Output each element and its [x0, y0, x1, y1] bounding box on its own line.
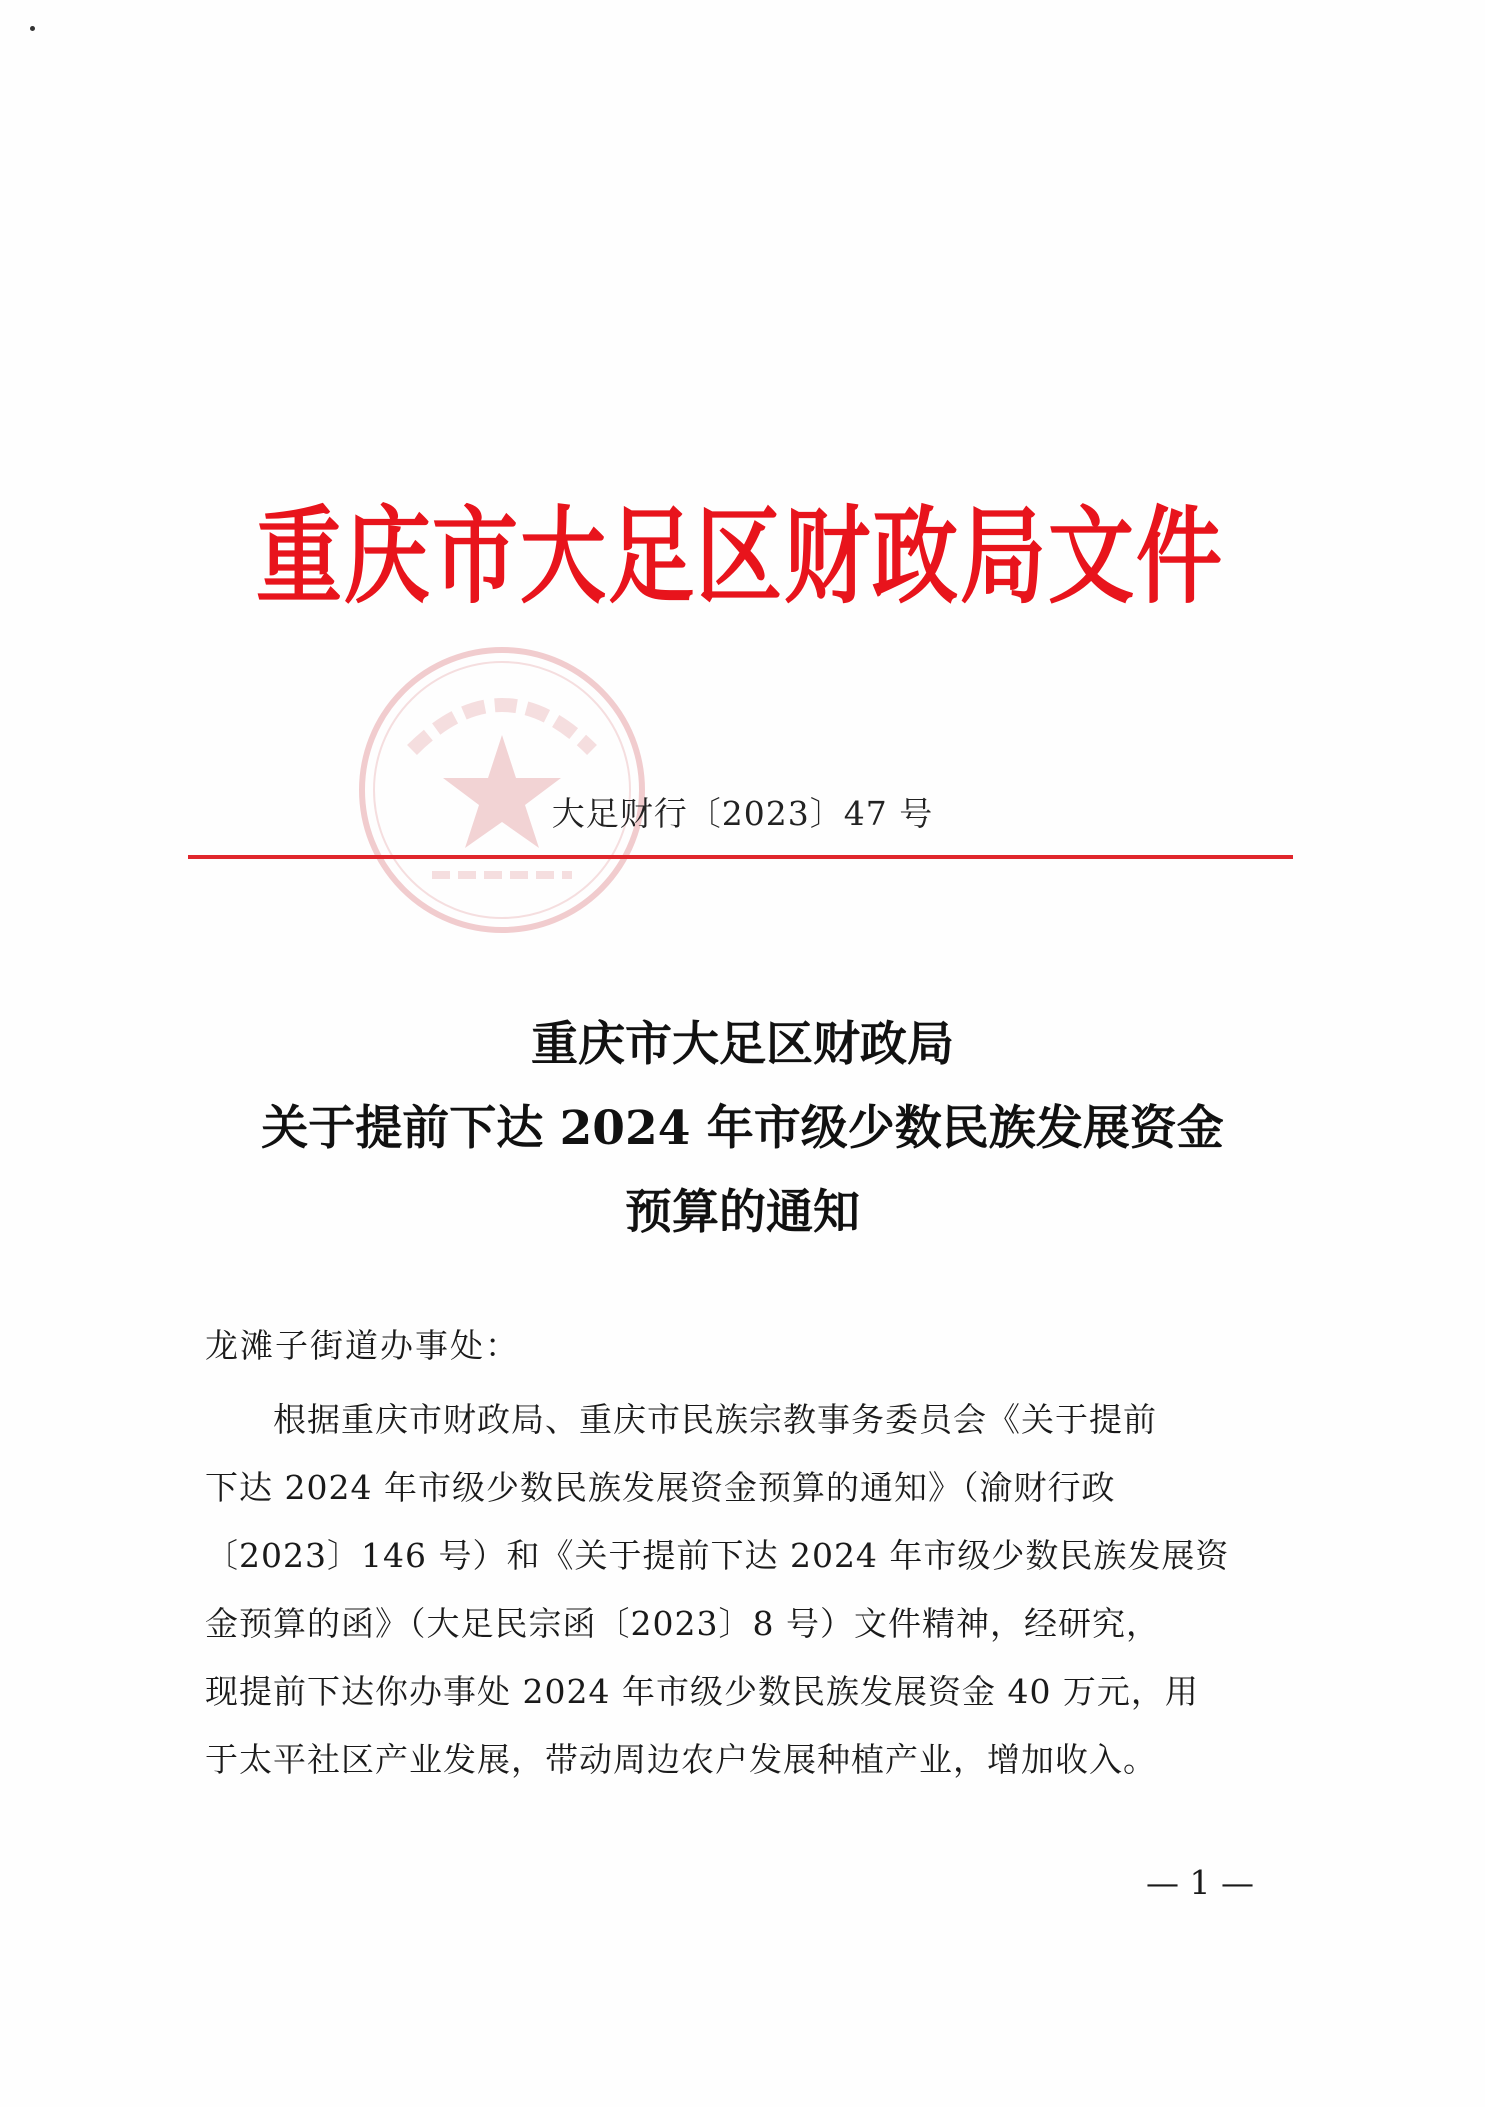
- document-title: [190, 1003, 1295, 1255]
- body-line: 〔2023〕146 号）和《关于提前下达 2024 年市级少数民族发展资: [205, 1536, 1230, 1575]
- red-divider-line: [188, 855, 1293, 859]
- title-line: 关于提前下达 2024 年市级少数民族发展资金: [261, 1101, 1224, 1156]
- scan-mark: [30, 26, 35, 31]
- body-line: 根据重庆市财政局、重庆市民族宗教事务委员会《关于提前: [205, 1400, 1157, 1439]
- title-line: 预算的通知: [625, 1185, 860, 1240]
- title-line: 重庆市大足区财政局: [531, 1017, 954, 1072]
- body-line: 下达 2024 年市级少数民族发展资金预算的通知》（渝财行政: [205, 1468, 1116, 1507]
- page-number: — 1 —: [1146, 1863, 1254, 1902]
- body-line: 于太平社区产业发展，带动周边农户发展种植产业，增加收入。: [205, 1740, 1157, 1779]
- body-paragraph: [205, 1386, 1305, 1794]
- salutation: 龙滩子街道办事处：: [205, 1326, 520, 1365]
- body-line: 金预算的函》（大足民宗函〔2023〕8 号）文件精神，经研究，: [205, 1604, 1160, 1643]
- body-line: 现提前下达你办事处 2024 年市级少数民族发展资金 40 万元，用: [205, 1672, 1199, 1711]
- issuer-banner: 重庆市大足区财政局文件: [256, 496, 1224, 619]
- document-number: 大足财行〔2023〕47 号: [551, 794, 934, 833]
